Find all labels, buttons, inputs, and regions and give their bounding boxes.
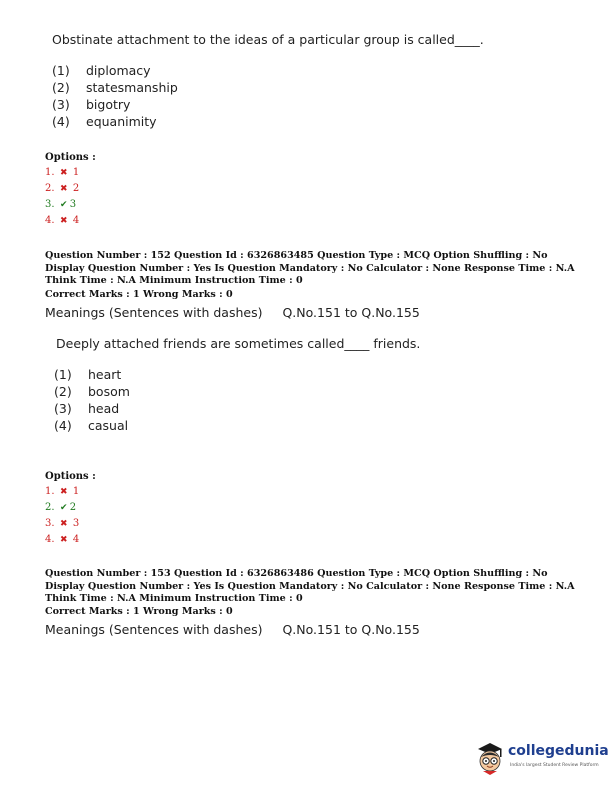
cross-icon: ✖: [59, 184, 68, 194]
cross-icon: ✖: [59, 535, 68, 545]
check-icon: ✔: [59, 200, 68, 210]
collegedunia-logo: [474, 737, 609, 777]
choice-item: (2) statesmanship: [52, 80, 178, 95]
question-text: Obstinate attachment to the ideas of a particular group is called____.: [52, 32, 484, 47]
option-item: 2. ✔ 2: [45, 502, 77, 513]
choice-item: (1) heart: [54, 367, 122, 382]
mascot-icon: [474, 737, 506, 775]
section-title: Meanings (Sentences with dashes): [45, 622, 263, 637]
marks-info: Correct Marks : 1 Wrong Marks : 0: [45, 606, 233, 617]
choice-item: (2) bosom: [54, 384, 130, 399]
section-header: [45, 305, 420, 320]
option-item: 1. ✖ 1: [45, 167, 80, 178]
section-title: Meanings (Sentences with dashes): [45, 305, 263, 320]
choice-list: [52, 63, 178, 131]
question-meta: Question Number : 152 Question Id : 6326863485 Question Type : MCQ Option Shuffling : No Display Question Number : Yes Is Question Mandatory : No Calculator : None Response Time : N.A Think Time : N.A Minimum Instruction Time : 0: [45, 250, 575, 286]
cross-icon: ✖: [59, 216, 68, 226]
options-heading: Options :: [45, 152, 96, 163]
choice-item: (3) head: [54, 401, 120, 416]
choice-item: (1) diplomacy: [52, 63, 151, 78]
choice-item: (4) equanimity: [52, 114, 157, 129]
marks-info: Correct Marks : 1 Wrong Marks : 0: [45, 289, 233, 300]
check-icon: ✔: [59, 503, 68, 513]
choice-item: (3) bigotry: [52, 97, 131, 112]
option-item: 4. ✖ 4: [45, 534, 80, 545]
question-range: Q.No.151 to Q.No.155: [282, 622, 420, 637]
question-meta: Question Number : 153 Question Id : 6326863486 Question Type : MCQ Option Shuffling : No Display Question Number : Yes Is Question Mandatory : No Calculator : None Response Time : N.A Think Time : N.A Minimum Instruction Time : 0: [45, 568, 575, 604]
cross-icon: ✖: [59, 168, 68, 178]
option-item: 1. ✖ 1: [45, 486, 80, 497]
question-text: Deeply attached friends are sometimes called____ friends.: [56, 336, 421, 351]
section-header: [45, 622, 420, 637]
choice-item: (4) casual: [54, 418, 129, 433]
cross-icon: ✖: [59, 519, 68, 529]
options-list: [45, 486, 79, 550]
choice-list: [54, 367, 130, 435]
question-range: Q.No.151 to Q.No.155: [282, 305, 420, 320]
options-list: [45, 167, 79, 231]
option-item: 4. ✖ 4: [45, 215, 80, 226]
option-item: 2. ✖ 2: [45, 183, 80, 194]
logo-tagline: India's largest Student Review Platform: [510, 763, 599, 768]
cross-icon: ✖: [59, 487, 68, 497]
option-item: 3. ✔ 3: [45, 199, 77, 210]
option-item: 3. ✖ 3: [45, 518, 80, 529]
logo-wordmark: collegedunia: [508, 743, 609, 759]
options-heading: Options :: [45, 471, 96, 482]
